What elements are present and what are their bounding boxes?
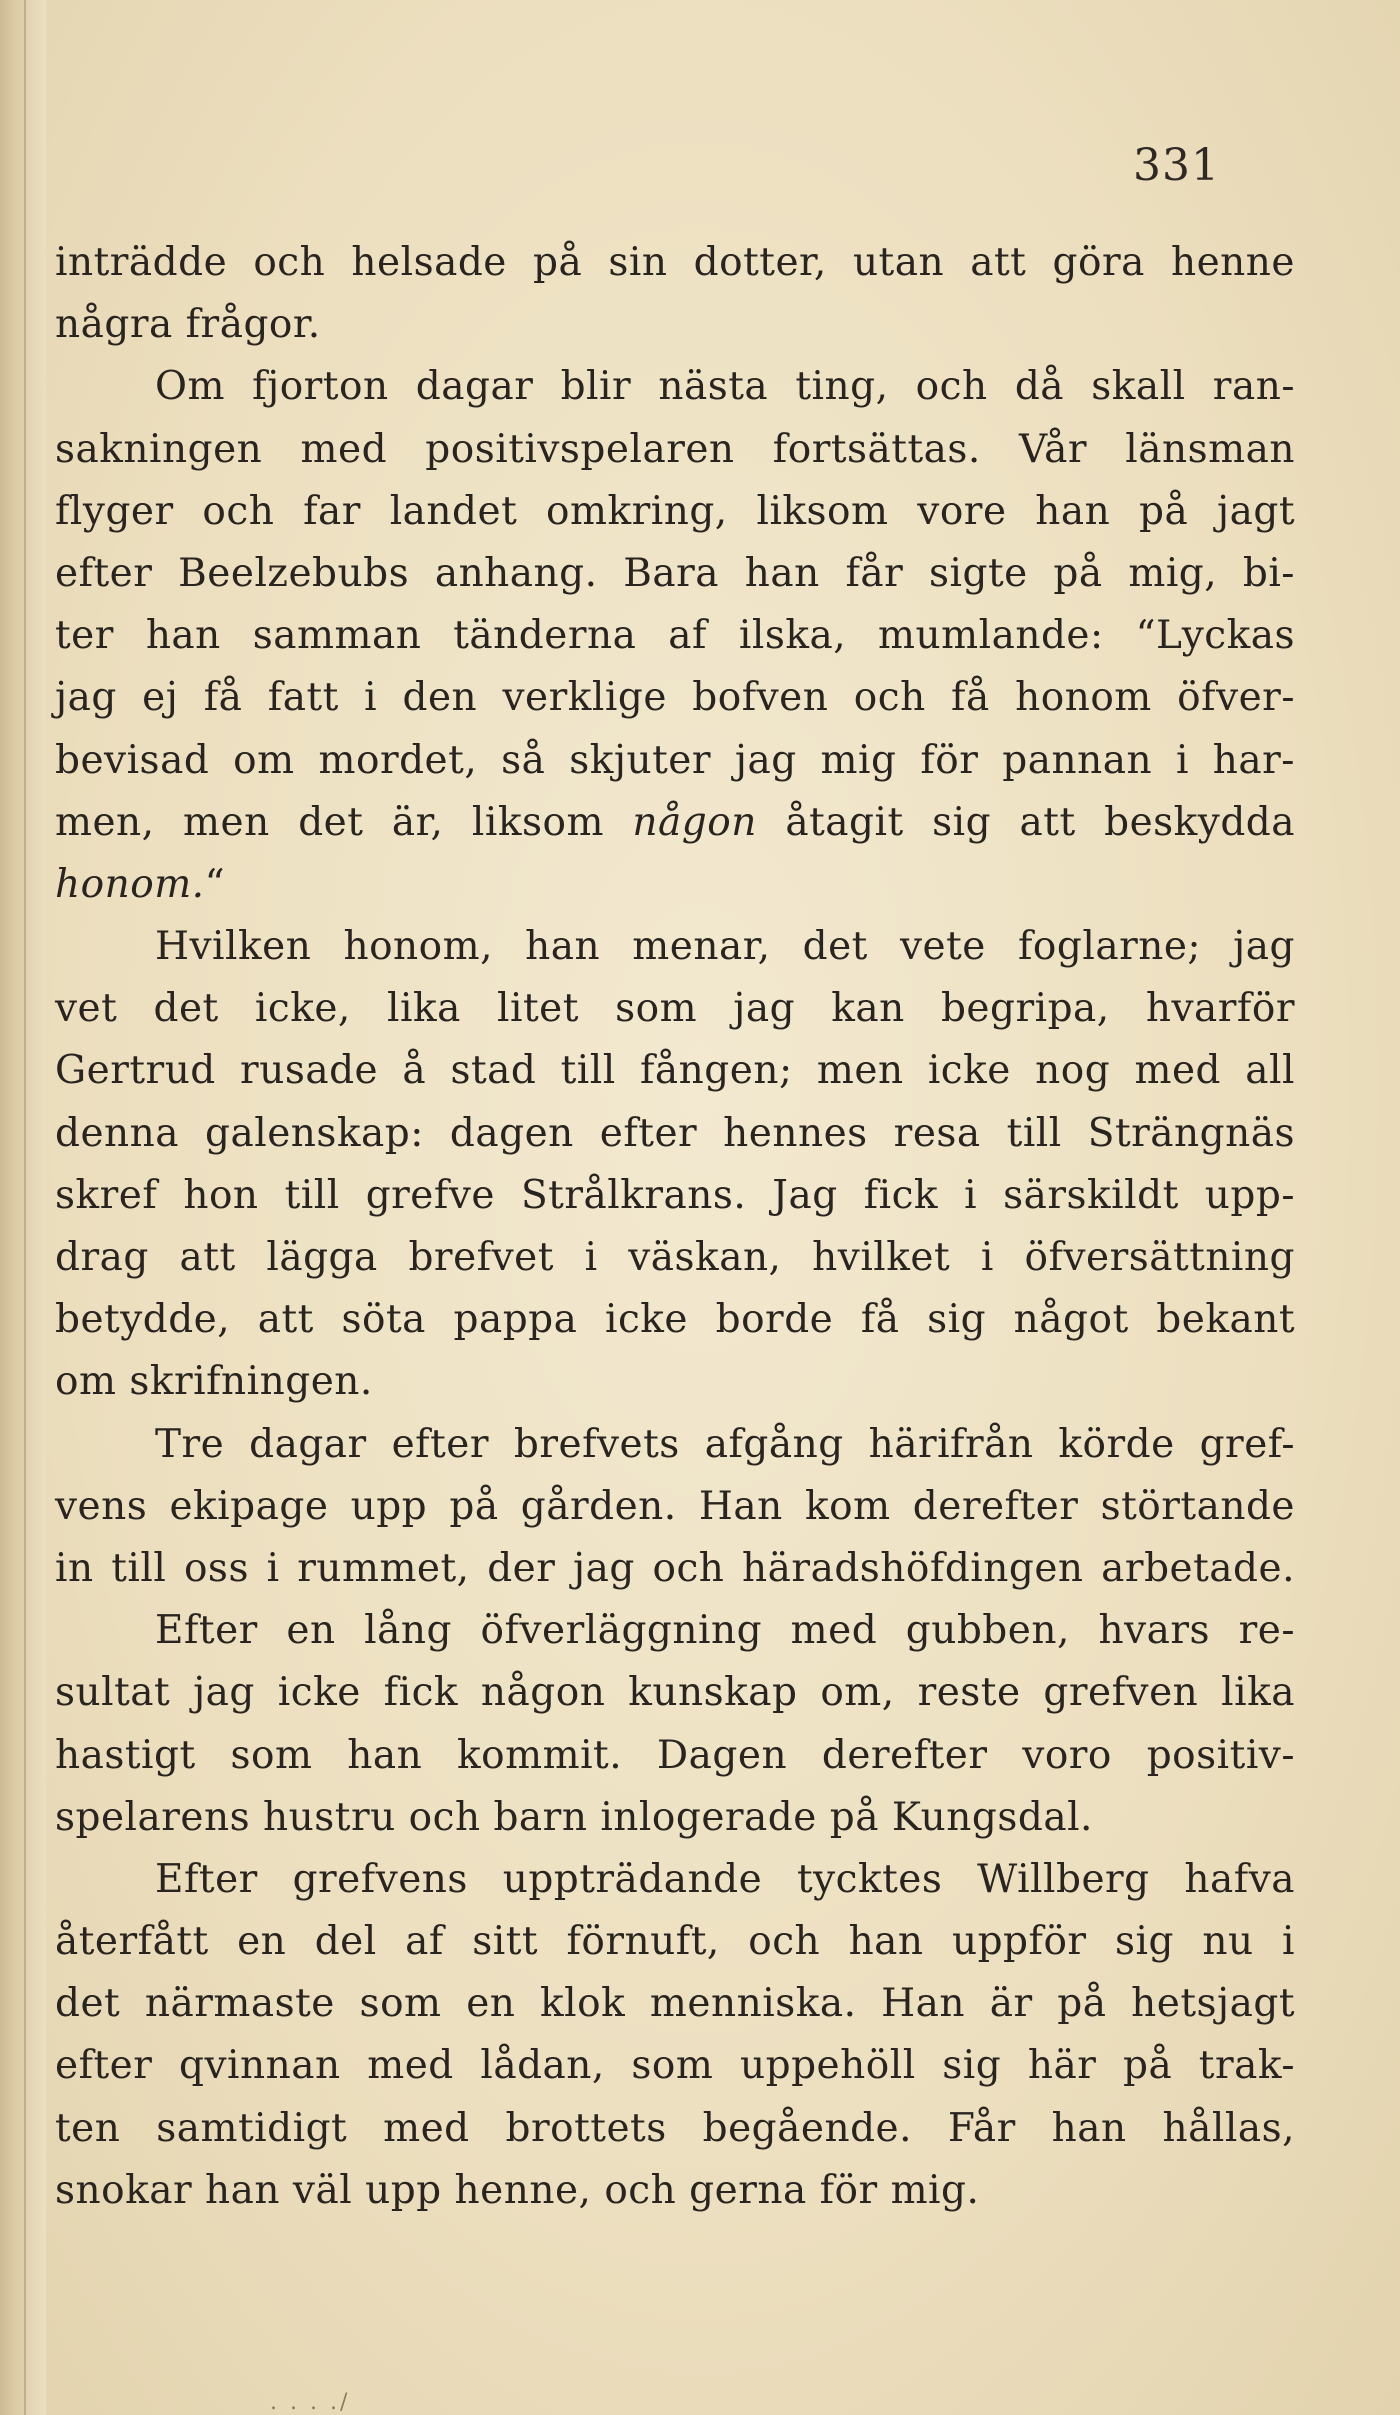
italic-emphasis: någon <box>632 799 757 845</box>
text-line-content: sultat jag icke fick någon kunskap om, reste grefven lika <box>55 1670 1295 1716</box>
text-line <box>55 1973 1295 2035</box>
text-line-continuation: åtagit sig att beskydda <box>785 799 1296 845</box>
text-line-content: några frågor. <box>55 302 321 348</box>
text-line <box>55 419 1295 481</box>
text-line-content: det närmaste som en klok menniska. Han är på hetsjagt <box>55 1981 1295 2027</box>
text-line <box>55 1849 1295 1911</box>
text-line <box>55 1351 1295 1413</box>
text-line-content: sakningen med positivspelaren fortsättas. Vår länsman <box>55 426 1295 472</box>
text-line-content: in till oss i rummet, der jag och häradshöfdingen arbetade. <box>55 1545 1295 1591</box>
text-line <box>55 1103 1295 1165</box>
text-line <box>55 854 1295 916</box>
text-line <box>55 730 1295 792</box>
page-number: 331 <box>1133 140 1220 191</box>
text-line-content: skref hon till grefve Strålkrans. Jag fick i särskildt upp- <box>55 1172 1295 1218</box>
text-line <box>55 232 1295 294</box>
text-line-content: betydde, att söta pappa icke borde få sig något bekant <box>55 1297 1295 1343</box>
text-line-content: Gertrud rusade å stad till fången; men icke nog med all <box>55 1048 1295 1094</box>
text-line <box>55 2160 1295 2222</box>
text-line-content: efter qvinnan med lådan, som uppehöll sig här på trak- <box>55 2043 1295 2089</box>
footer-mark: . . . ./ <box>270 2390 351 2415</box>
text-line <box>55 667 1295 729</box>
text-line <box>55 2035 1295 2097</box>
page-binding-line <box>24 0 26 2415</box>
text-line-content: inträdde och helsade på sin dotter, utan att göra henne <box>55 240 1295 285</box>
text-line-content: efter Beelzebubs anhang. Bara han får sigte på mig, bi- <box>55 550 1295 596</box>
text-line-content: Tre dagar efter brefvets afgång härifrån körde gref- <box>155 1421 1295 1467</box>
text-line <box>55 543 1295 605</box>
text-line <box>55 1289 1295 1351</box>
text-line <box>55 1414 1295 1476</box>
text-line-content: återfått en del af sitt förnuft, och han uppför sig nu i <box>55 1919 1295 1965</box>
italic-emphasis: honom. <box>55 861 205 907</box>
text-line-content: jag ej få fatt i den verklige bofven och få honom öfver- <box>55 675 1295 721</box>
text-line <box>55 2098 1295 2160</box>
text-line <box>55 1476 1295 1538</box>
text-line <box>55 294 1295 356</box>
page-binding-edge <box>0 0 46 2415</box>
text-line <box>55 1538 1295 1600</box>
body-text <box>55 232 1295 2222</box>
text-line <box>55 605 1295 667</box>
text-line-content: Efter en lång öfverläggning med gubben, hvars re- <box>155 1608 1295 1654</box>
text-line <box>55 792 1295 854</box>
text-line <box>55 1040 1295 1102</box>
text-line-content: ten samtidigt med brottets begående. Får han hållas, <box>55 2105 1295 2151</box>
text-line-content: Om fjorton dagar blir nästa ting, och då skall ran- <box>155 364 1295 410</box>
text-line-continuation: “ <box>204 861 226 907</box>
text-line-content: spelarens hustru och barn inlogerade på Kungsdal. <box>55 1794 1093 1840</box>
text-line <box>55 1165 1295 1227</box>
text-line-content: ter han samman tänderna af ilska, mumlande: “Lyckas <box>55 613 1295 659</box>
text-line <box>55 1662 1295 1724</box>
text-line-content: om skrifningen. <box>55 1359 373 1405</box>
text-line-content: denna galenskap: dagen efter hennes resa till Strängnäs <box>55 1110 1295 1156</box>
text-line <box>55 481 1295 543</box>
text-line <box>55 978 1295 1040</box>
text-line <box>55 1725 1295 1787</box>
text-line-content: vet det icke, lika litet som jag kan begripa, hvarför <box>55 986 1295 1032</box>
text-line-content: Efter grefvens uppträdande tycktes Willberg hafva <box>155 1856 1295 1902</box>
text-line <box>55 1787 1295 1849</box>
text-line-content: hastigt som han kommit. Dagen derefter voro positiv- <box>55 1732 1295 1778</box>
text-line <box>55 1600 1295 1662</box>
text-line-content: Hvilken honom, han menar, det vete foglarne; jag <box>155 924 1295 970</box>
text-line-content: bevisad om mordet, så skjuter jag mig för pannan i har- <box>55 737 1295 783</box>
text-line <box>55 356 1295 418</box>
text-line <box>55 916 1295 978</box>
text-line-content: snokar han väl upp henne, och gerna för mig. <box>55 2167 980 2213</box>
text-line <box>55 1911 1295 1973</box>
text-line-content: men, men det är, liksom <box>55 799 604 845</box>
text-line-content: drag att lägga brefvet i väskan, hvilket i öfversättning <box>55 1235 1295 1280</box>
text-line-content: flyger och far landet omkring, liksom vore han på jagt <box>55 488 1295 534</box>
text-line-content: vens ekipage upp på gården. Han kom derefter störtande <box>55 1483 1295 1529</box>
text-line <box>55 1227 1295 1289</box>
